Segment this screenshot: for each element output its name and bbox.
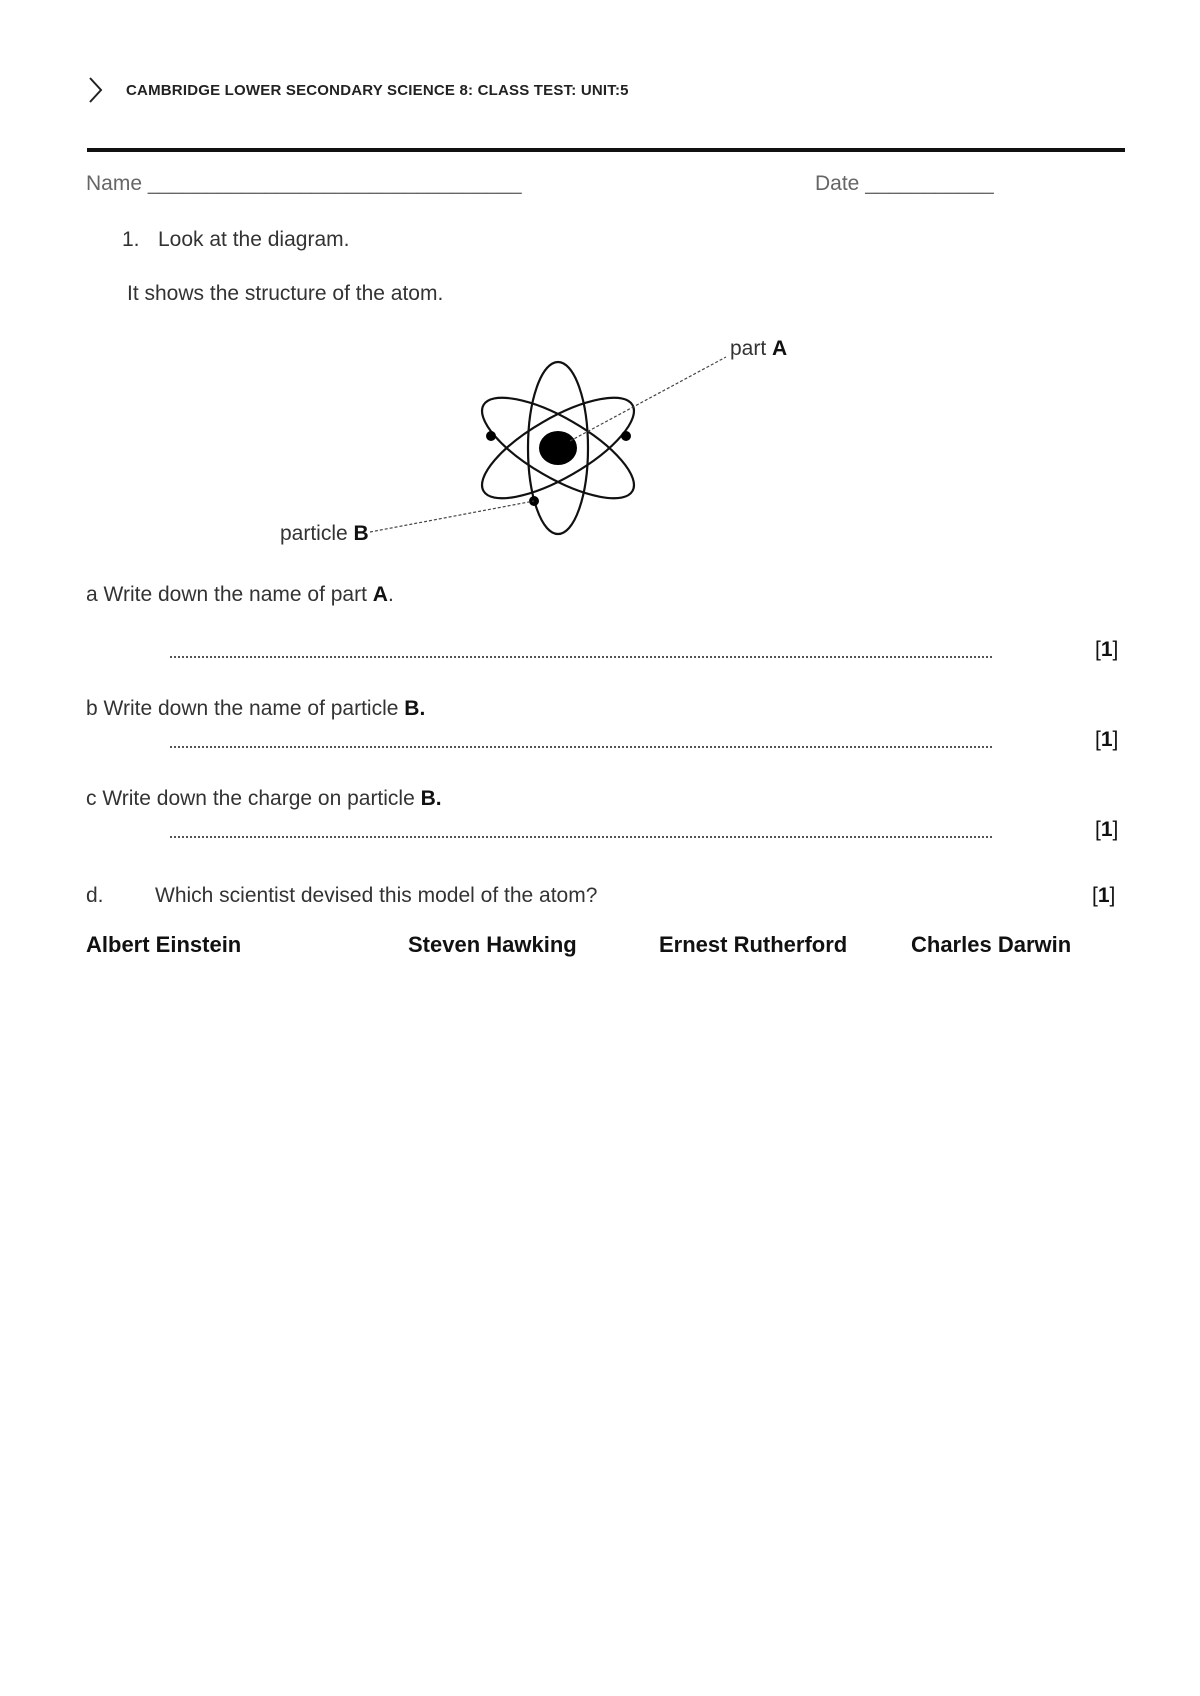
choice-steven-hawking[interactable]: Steven Hawking bbox=[408, 932, 577, 957]
nucleus bbox=[539, 431, 577, 465]
question-number: 1. bbox=[122, 228, 140, 251]
question-part-d-letter: d. bbox=[86, 884, 104, 907]
choice-ernest-rutherford[interactable]: Ernest Rutherford bbox=[659, 932, 848, 957]
question-part-b: b Write down the name of particle B. bbox=[86, 697, 426, 720]
mark-d: [1] bbox=[1092, 884, 1116, 907]
atom-diagram bbox=[270, 330, 810, 560]
page-title: CAMBRIDGE LOWER SECONDARY SCIENCE 8: CLASS TEST: UNIT:5 bbox=[126, 82, 629, 99]
chevron-right-icon bbox=[86, 76, 104, 104]
date-field[interactable]: Date ___________ bbox=[815, 172, 994, 195]
answer-line-c[interactable] bbox=[170, 836, 992, 838]
leader-line-particle-b bbox=[370, 501, 534, 532]
question-part-a: a Write down the name of part A. bbox=[86, 583, 394, 606]
question-1 bbox=[122, 228, 349, 252]
leader-line-part-a bbox=[570, 357, 726, 441]
question-sub-instruction: It shows the structure of the atom. bbox=[127, 282, 444, 305]
label-part-a: part A bbox=[730, 337, 788, 360]
electron-right bbox=[621, 431, 631, 441]
question-part-c: c Write down the charge on particle B. bbox=[86, 787, 442, 810]
name-field[interactable]: Name ________________________________ bbox=[86, 172, 522, 195]
question-instruction: Look at the diagram. bbox=[158, 228, 350, 251]
header-divider bbox=[87, 148, 1125, 152]
question-part-d-text: Which scientist devised this model of the atom? bbox=[155, 884, 598, 907]
choice-charles-darwin[interactable]: Charles Darwin bbox=[911, 932, 1072, 957]
answer-line-a[interactable] bbox=[170, 656, 992, 658]
mark-c: [1] bbox=[1095, 818, 1119, 841]
mark-a: [1] bbox=[1095, 638, 1119, 661]
mark-b: [1] bbox=[1095, 728, 1119, 751]
choice-albert-einstein[interactable]: Albert Einstein bbox=[86, 932, 242, 957]
electron-left bbox=[486, 431, 496, 441]
answer-line-b[interactable] bbox=[170, 746, 992, 748]
label-particle-b: particle B bbox=[280, 522, 369, 545]
